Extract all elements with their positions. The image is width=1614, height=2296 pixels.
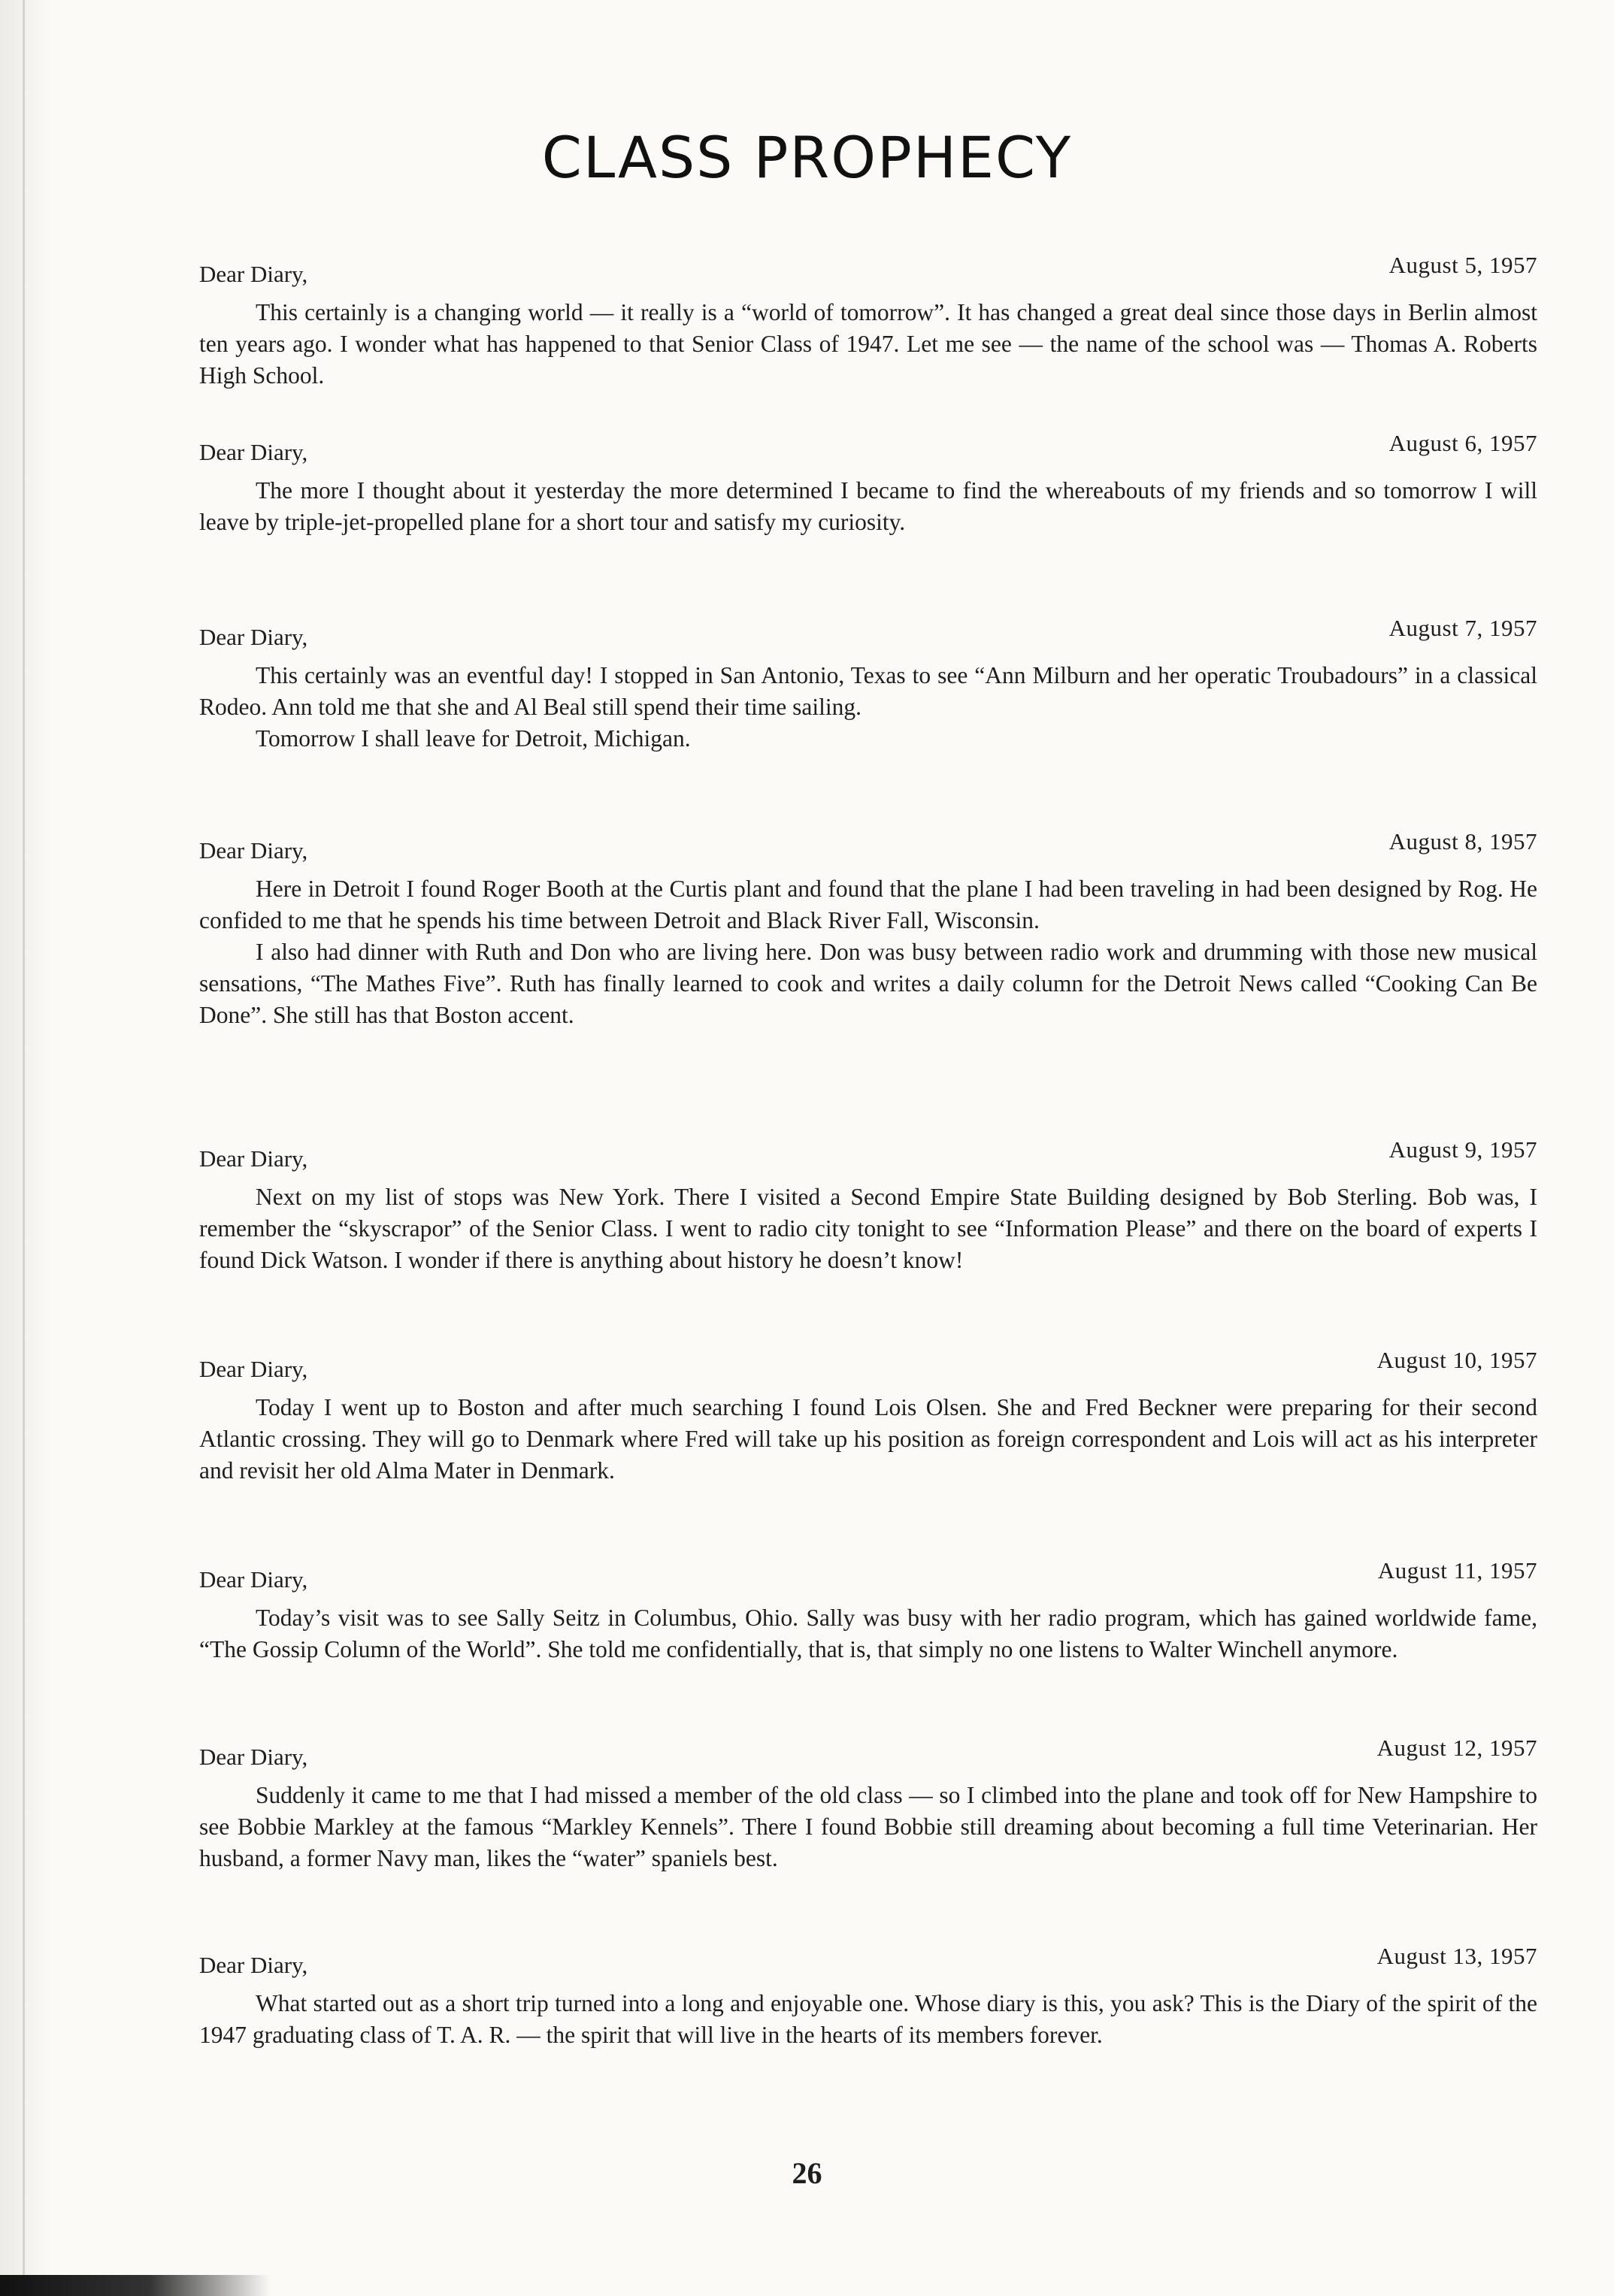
diary-entry [199, 1943, 1537, 2051]
diary-entry [199, 430, 1537, 538]
entry-paragraph: Today I went up to Boston and after much searching I found Lois Olsen. She and Fred Beckner were preparing for their second Atlantic crossing. They will go to Denmark where Fred will take up his position as foreign correspondent and Lois will act as his interpreter and revisit her old Alma Mater in Denmark. [199, 1394, 1537, 1484]
diary-entry [199, 1557, 1537, 1665]
entry-salutation: Dear Diary, [199, 1145, 308, 1172]
entry-paragraph: This certainly is a changing world — it really is a “world of tomorrow”. It has changed a great deal since those days in Berlin almost ten years ago. I wonder what has happened to that Senior Class of 1947. Let me see — the name of the school was — Thomas A. Roberts High School. [199, 299, 1537, 389]
entry-date: August 6, 1957 [1388, 430, 1537, 456]
diary-entry [199, 252, 1537, 392]
entry-salutation: Dear Diary, [199, 1566, 308, 1593]
diary-entry [199, 1347, 1537, 1487]
entry-paragraph: Suddenly it came to me that I had missed a member of the old class — so I climbed into the plane and took off for New Hampshire to see Bobbie Markley at the famous “Markley Kennels”. There I found Bobbie still dreaming about becoming a full time Veterinarian. Her husband, a former Navy man, likes the “water” spaniels best. [199, 1782, 1537, 1871]
diary-entry [199, 615, 1537, 755]
entry-header [199, 615, 1537, 660]
entry-date: August 7, 1957 [1388, 615, 1537, 641]
entry-paragraph: I also had dinner with Ruth and Don who are living here. Don was busy between radio work and drumming with those new musical sensations, “The Mathes Five”. Ruth has finally learned to cook and writes a daily column for the Detroit News called “Cooking Can Be Done”. She still has that Boston accent. [199, 939, 1537, 1028]
entry-date: August 8, 1957 [1388, 828, 1537, 855]
scan-edge-shadow [0, 2275, 271, 2296]
entry-header [199, 430, 1537, 475]
binding-rule [23, 0, 25, 2296]
entry-header [199, 828, 1537, 873]
entry-date: August 5, 1957 [1388, 252, 1537, 278]
entry-date: August 11, 1957 [1377, 1557, 1537, 1584]
entry-header [199, 1136, 1537, 1181]
page-number: 26 [792, 2156, 822, 2190]
entry-salutation: Dear Diary, [199, 837, 308, 864]
diary-entry [199, 828, 1537, 1031]
entry-salutation: Dear Diary, [199, 1952, 308, 1978]
entry-date: August 10, 1957 [1376, 1347, 1537, 1373]
entry-paragraph: This certainly was an eventful day! I stopped in San Antonio, Texas to see “Ann Milburn and her operatic Troubadours” in a classical Rodeo. Ann told me that she and Al Beal still spend their time sailing. [199, 662, 1537, 720]
page-margin-shade [0, 0, 53, 2296]
entry-header [199, 252, 1537, 297]
entry-date: August 13, 1957 [1376, 1943, 1537, 1969]
entry-salutation: Dear Diary, [199, 261, 308, 287]
diary-entry [199, 1136, 1537, 1276]
diary-entry [199, 1735, 1537, 1874]
entry-header [199, 1557, 1537, 1602]
entry-salutation: Dear Diary, [199, 1744, 308, 1770]
entry-paragraph: The more I thought about it yesterday the more determined I became to find the whereabouts of my friends and so tomorrow I will leave by triple-jet-propelled plane for a short tour and satisfy my curiosity. [199, 477, 1537, 535]
entry-paragraph: What started out as a short trip turned into a long and enjoyable one. Whose diary is this, you ask? This is the Diary of the spirit of the 1947 graduating class of T. A. R. — the spirit that will live in the hearts of its members forever. [199, 1990, 1537, 2048]
entry-paragraph: Here in Detroit I found Roger Booth at the Curtis plant and found that the plane I had been traveling in had been designed by Rog. He confided to me that he spends his time between Detroit and Black River Fall, Wisconsin. [199, 876, 1537, 933]
entry-date: August 9, 1957 [1388, 1136, 1537, 1163]
entry-header [199, 1735, 1537, 1780]
entry-salutation: Dear Diary, [199, 624, 308, 650]
entry-paragraph: Today’s visit was to see Sally Seitz in Columbus, Ohio. Sally was busy with her radio program, which has gained worldwide fame, “The Gossip Column of the World”. She told me confidentially, that is, that simply no one listens to Walter Winchell anymore. [199, 1605, 1537, 1662]
entry-header [199, 1943, 1537, 1988]
entry-salutation: Dear Diary, [199, 439, 308, 465]
page-title: CLASS PROPHECY [541, 124, 1073, 191]
entry-paragraph: Tomorrow I shall leave for Detroit, Michigan. [256, 725, 691, 752]
entry-paragraph: Next on my list of stops was New York. There I visited a Second Empire State Building designed by Bob Sterling. Bob was, I remember the “skyscrapor” of the Senior Class. I went to radio city tonight to see “Information Please” and there on the board of experts I found Dick Watson. I wonder if there is anything about history he doesn’t know! [199, 1184, 1537, 1273]
entry-date: August 12, 1957 [1376, 1735, 1537, 1761]
entry-header [199, 1347, 1537, 1392]
entry-salutation: Dear Diary, [199, 1356, 308, 1382]
